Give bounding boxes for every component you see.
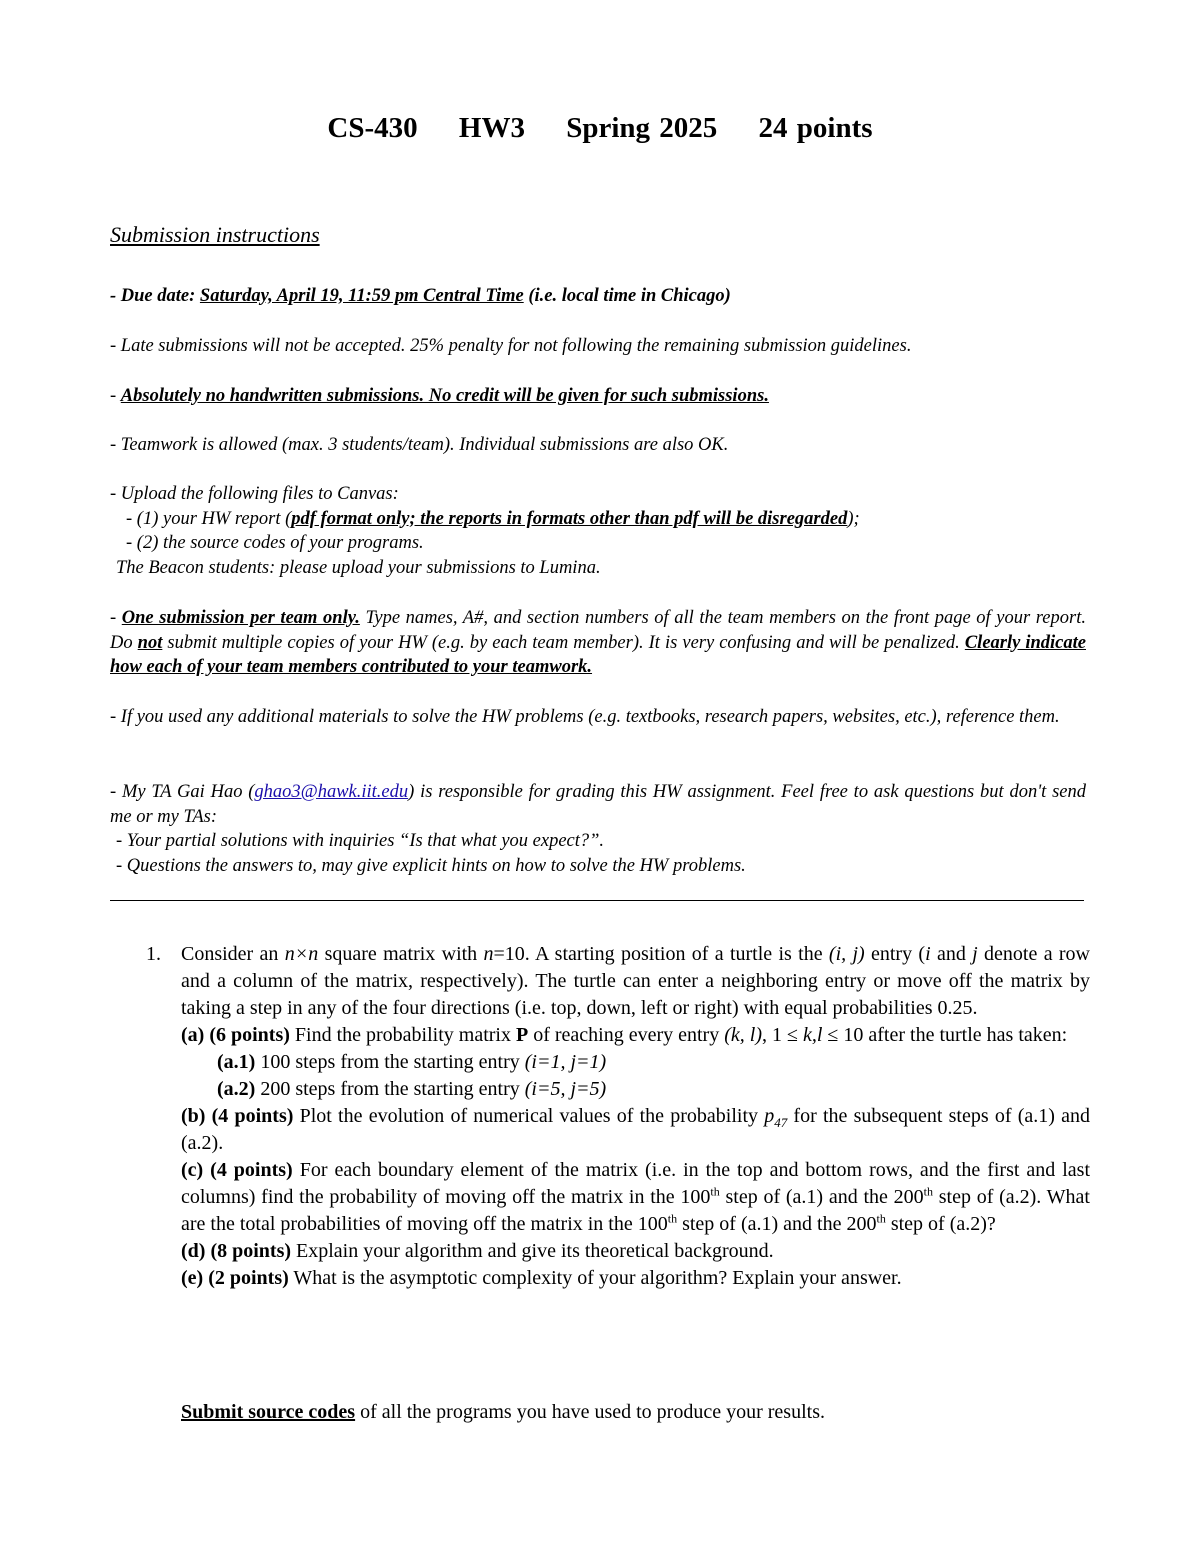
part-e-label: (e) (2 points) xyxy=(181,1267,289,1289)
part-b xyxy=(181,1103,1090,1157)
part-c-sup3: th xyxy=(667,1211,678,1226)
beacon-note: The Beacon students: please upload your submissions to Lumina. xyxy=(116,557,601,578)
due-date: Saturday, April 19, 11:59 pm Central Time xyxy=(199,286,524,306)
part-a1-label: (a.1) xyxy=(217,1051,256,1073)
one-bold: One submission per team only. xyxy=(121,608,360,628)
intro-ij: (i, j) xyxy=(828,943,865,965)
part-b-text-a: Plot the evolution of numerical values of the probability xyxy=(293,1105,765,1127)
part-d xyxy=(181,1238,1090,1265)
upload-1-bold: pdf format only; the reports in formats other than pdf will be disregarded xyxy=(291,508,848,529)
handwritten-policy xyxy=(110,384,1086,409)
problem-intro xyxy=(181,941,1090,1022)
submit-text: of all the programs you have used to produce your results. xyxy=(355,1401,825,1423)
part-b-text-b: for the subsequent steps of (a.1) and (a.2). xyxy=(181,1105,1090,1154)
upload-item-report xyxy=(110,507,1086,532)
materials-policy: - If you used any additional materials to solve the HW problems (e.g. textbooks, research papers, websites, etc.), reference them. xyxy=(110,707,1060,727)
one-submission-policy xyxy=(110,606,1086,680)
intro-a: Consider an xyxy=(181,943,285,965)
ta-info xyxy=(110,780,1086,878)
part-c-text-d: step of (a.1) and the 200 xyxy=(677,1213,877,1235)
course-code: CS-430 xyxy=(327,112,418,144)
one-bold2: Clearly indicate how each of your team members contributed to your teamwork. xyxy=(110,632,1086,677)
part-a-text-d: ≤ 10 after the turtle has taken: xyxy=(822,1024,1068,1046)
intro-j: j xyxy=(972,943,978,965)
upload-1-suffix: ); xyxy=(847,508,860,529)
problem-number: 1. xyxy=(146,943,161,965)
part-c-label: (c) (4 points) xyxy=(181,1159,293,1181)
one-text-b: submit multiple copies of your HW (e.g. by each team member). It is very confusing and will be penalized. xyxy=(162,632,965,653)
part-a2-label: (a.2) xyxy=(217,1078,256,1100)
part-e xyxy=(181,1265,1090,1292)
part-a-kl: (k, l) xyxy=(724,1024,762,1046)
due-suffix: (i.e. local time in Chicago) xyxy=(523,286,731,306)
intro-e: and xyxy=(930,943,973,965)
ta-item-2: - Questions the answers to, may give explicit hints on how to solve the HW problems. xyxy=(116,855,746,876)
handwritten-text: Absolutely no handwritten submissions. No credit will be given for such submissions. xyxy=(120,386,769,406)
ta-item-1: - Your partial solutions with inquiries “Is that what you expect?”. xyxy=(116,831,605,851)
intro-i: i xyxy=(925,943,931,965)
due-date-line xyxy=(110,284,1086,309)
part-d-text: Explain your algorithm and give its theoretical background. xyxy=(291,1240,774,1262)
intro-c: =10. A starting position of a turtle is the xyxy=(493,943,829,965)
part-e-text: What is the asymptotic complexity of your algorithm? Explain your answer. xyxy=(288,1267,902,1289)
upload-instructions xyxy=(110,482,1086,580)
submit-source-note xyxy=(181,1399,825,1426)
upload-1-prefix: - (1) your HW report ( xyxy=(126,508,292,529)
part-a2 xyxy=(181,1076,1090,1103)
part-d-label: (d) (8 points) xyxy=(181,1240,292,1262)
part-c-text-c: step of (a.2). What are the total probabilities of moving off the matrix in the 100 xyxy=(181,1186,1090,1235)
part-a2-pos: (i=5, j=5) xyxy=(524,1078,607,1100)
part-c-sup2: th xyxy=(923,1184,933,1199)
part-a2-text: 200 steps from the starting entry xyxy=(255,1078,525,1100)
intro-f: denote a row and a column of the matrix, respectively). The turtle can enter a neighboring entry or move off the matrix by taking a step in any of the four directions (i.e. top, down, left or right) with equal probabilities 0.25. xyxy=(181,943,1090,1019)
ta-prefix: - My TA Gai Hao ( xyxy=(110,782,255,802)
part-c-sup1: th xyxy=(710,1184,720,1199)
part-a1-text: 100 steps from the starting entry xyxy=(255,1051,525,1073)
intro-n: n xyxy=(483,943,494,965)
part-a-text-a: Find the probability matrix xyxy=(289,1024,516,1046)
part-a-kl2: k,l xyxy=(802,1024,823,1046)
one-text-a: Type names, A#, and section numbers of all the team members on the front page of your report. Do xyxy=(110,608,1086,653)
submit-bold: Submit source codes xyxy=(181,1401,356,1423)
problem-body xyxy=(181,941,1090,1292)
due-prefix: - Due date: xyxy=(110,286,200,306)
ta-suffix: ) is responsible for grading this HW assignment. Feel free to ask questions but don't send me or my TAs: xyxy=(110,782,1086,827)
intro-nxn: n×n xyxy=(284,943,319,965)
part-c-text-b: step of (a.1) and the 200 xyxy=(719,1186,924,1208)
one-not: not xyxy=(137,632,163,653)
part-a-text-b: of reaching every entry xyxy=(528,1024,725,1046)
teamwork-policy: - Teamwork is allowed (max. 3 students/team). Individual submissions are also OK. xyxy=(110,435,729,455)
hw-number: HW3 xyxy=(458,112,525,144)
part-b-p: p xyxy=(764,1105,775,1127)
intro-d: entry ( xyxy=(864,943,926,965)
part-a xyxy=(181,1022,1090,1049)
late-policy: - Late submissions will not be accepted. 25% penalty for not following the remaining submission guidelines. xyxy=(110,336,912,356)
ta-email-link[interactable]: ghao3@hawk.iit.edu xyxy=(254,782,409,802)
part-c xyxy=(181,1157,1090,1238)
part-a1 xyxy=(181,1049,1090,1076)
page-title xyxy=(0,112,1200,145)
intro-b: square matrix with xyxy=(318,943,484,965)
upload-item-source: - (2) the source codes of your programs. xyxy=(126,533,424,553)
ta-paragraph xyxy=(110,780,1086,829)
part-c-text-a: For each boundary element of the matrix (i.e. in the top and bottom rows, and the first and last columns) find the probability of moving off the matrix in the 100 xyxy=(181,1159,1091,1208)
handwritten-prefix: - xyxy=(110,386,121,406)
part-a1-pos: (i=1, j=1) xyxy=(524,1051,607,1073)
upload-intro: - Upload the following files to Canvas: xyxy=(110,484,399,504)
total-points: 24 points xyxy=(758,112,873,144)
part-b-label: (b) (4 points) xyxy=(181,1105,294,1127)
one-prefix: - xyxy=(110,608,122,628)
part-c-sup4: th xyxy=(876,1211,886,1226)
part-b-sub: 47 xyxy=(774,1115,788,1130)
part-a-label: (a) (6 points) xyxy=(181,1024,290,1046)
part-a-p: P xyxy=(515,1024,529,1046)
part-a-text-c: , 1 ≤ xyxy=(761,1024,803,1046)
section-divider xyxy=(110,900,1084,901)
submission-heading: Submission instructions xyxy=(110,222,320,247)
part-c-text-e: step of (a.2)? xyxy=(885,1213,996,1235)
term: Spring 2025 xyxy=(566,112,718,144)
